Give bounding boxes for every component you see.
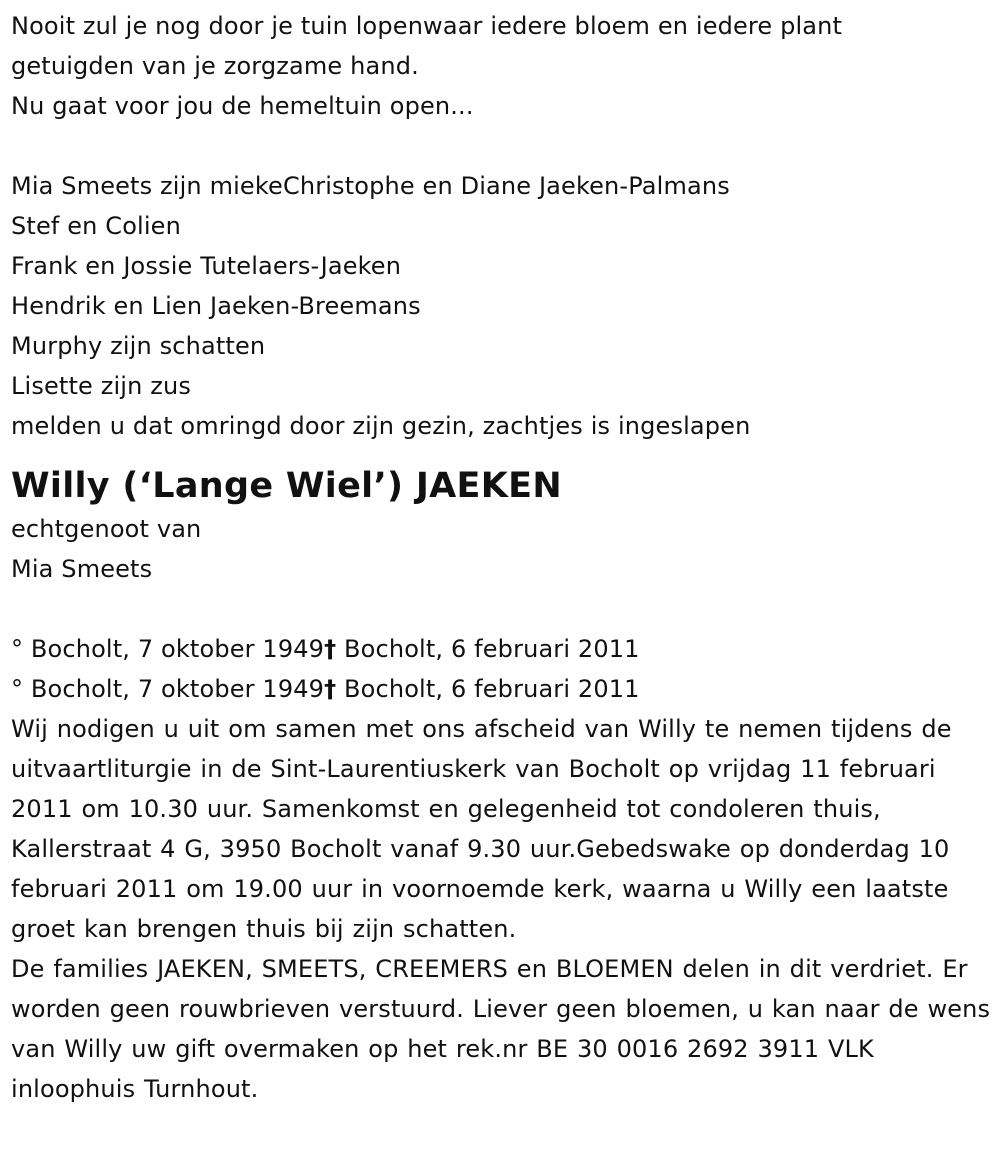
- life-dates: [11, 629, 1000, 709]
- birth-date: ° Bocholt, 7 oktober 1949: [11, 675, 325, 703]
- announcer-line: melden u dat omringd door zijn gezin, zachtjes is ingeslapen: [11, 412, 751, 440]
- relation-line: echtgenoot van: [11, 515, 202, 543]
- death-date: Bocholt, 6 februari 2011: [336, 635, 640, 663]
- dates-row: [11, 629, 1000, 669]
- announcer-line: Stef en Colien: [11, 212, 181, 240]
- poem-line: Nooit zul je nog door je tuin lopenwaar iedere bloem en iedere plant: [11, 12, 843, 40]
- announcer-line: Lisette zijn zus: [11, 372, 192, 400]
- cross-icon: †: [324, 635, 337, 663]
- announcer-line: Murphy zijn schatten: [11, 332, 266, 360]
- poem: [11, 6, 1000, 126]
- spacer: [11, 589, 1000, 629]
- dates-row: [11, 669, 1000, 709]
- spacer: [11, 126, 1000, 166]
- poem-line: getuigden van je zorgzame hand.: [11, 52, 419, 80]
- announcer-line: Mia Smeets zijn miekeChristophe en Diane Jaeken-Palmans: [11, 172, 730, 200]
- announcer-line: Hendrik en Lien Jaeken-Breemans: [11, 292, 421, 320]
- poem-line: Nu gaat voor jou de hemeltuin open...: [11, 92, 474, 120]
- cross-icon: †: [324, 675, 337, 703]
- birth-date: ° Bocholt, 7 oktober 1949: [11, 635, 325, 663]
- ceremony-paragraph: Wij nodigen u uit om samen met ons afscheid van Willy te nemen tijdens de uitvaartliturgie in de Sint-Laurentiuskerk van Bocholt op vrijdag 11 februari 2011 om 10.30 uur. Samenkomst en gelegenheid tot condoleren thuis, Kallerstraat 4 G, 3950 Bocholt vanaf 9.30 uur.Gebedswake op donderdag 10 februari 2011 om 19.00 uur in voornoemde kerk, waarna u Willy een laatste groet kan brengen thuis bij zijn schatten.: [11, 715, 952, 943]
- announcer-line: Frank en Jossie Tutelaers-Jaeken: [11, 252, 402, 280]
- death-date: Bocholt, 6 februari 2011: [336, 675, 640, 703]
- announcers-list: [11, 166, 1000, 446]
- deceased-name: Willy (‘Lange Wiel’) JAEKEN: [11, 466, 562, 506]
- relation: [11, 509, 1000, 589]
- families-paragraph: De families JAEKEN, SMEETS, CREEMERS en BLOEMEN delen in dit verdriet. Er worden geen rouwbrieven verstuurd. Liever geen bloemen, u kan naar de wens van Willy uw gift overmaken op het rek.nr BE 30 0016 2692 3911 VLK inloophuis Turnhout.: [11, 955, 991, 1103]
- spouse-name: Mia Smeets: [11, 555, 153, 583]
